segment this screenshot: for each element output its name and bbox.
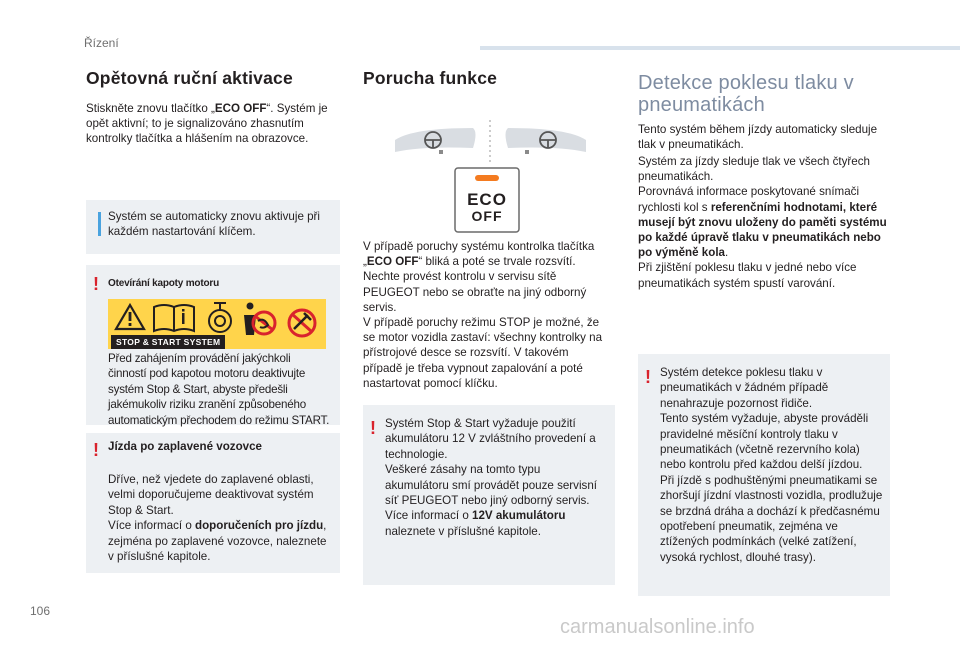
tyre-detection-intro: Tento systém během jízdy automaticky sleduje tlak v pneumatikách. [638, 123, 878, 152]
battery-warning-text: Systém Stop & Start vyžaduje použití akumulátoru 12 V zvláštního provedení a technologie. Veškeré zásahy na tomto typu akumulátoru smí provádět pouze servisní síť PEUGEOT nebo jiný odborný servis. Více informací o 12V akumulátoru naleznete v příslušné kapitole. [385, 417, 598, 538]
warning-exclamation-icon: ! [645, 367, 651, 387]
warning-box-battery [363, 405, 615, 585]
flooded-road-text: Dříve, než vjedete do zaplavené oblasti, velmi doporučujeme deaktivovat systém Stop & Start. Více informací o doporučeních pro jízdu, zejména po zaplavené vozovce, naleznete v příslušné kapitole. [108, 473, 327, 564]
watermark-text: carmanualsonline.info [560, 616, 755, 638]
manual-reactivation-text: Stiskněte znovu tlačítko „ECO OFF“. Systém je opět aktivní; to je signalizováno zhasnutím kontrolky tlačítka a hlášením na obrazovce. [86, 102, 328, 146]
title-line-2: pneumatikách [638, 94, 765, 116]
title-tyre-pressure-detection [638, 72, 918, 116]
info-box-text: Systém se automaticky znovu aktivuje při každém nastartování klíčem. [108, 210, 320, 239]
eco-off-button [455, 192, 519, 224]
page-number: 106 [30, 604, 51, 618]
warning-exclamation-icon: ! [93, 274, 99, 294]
header-rule [480, 46, 960, 50]
title-malfunction: Porucha funkce [363, 68, 498, 88]
warning-exclamation-icon: ! [93, 440, 99, 460]
warning-box-flooded-road [86, 433, 340, 573]
warning-box-bonnet [86, 265, 340, 425]
title-line-1: Detekce poklesu tlaku v [638, 72, 854, 94]
info-marker [98, 212, 101, 236]
warning-exclamation-icon: ! [370, 418, 376, 438]
section-header: Řízení [84, 36, 119, 50]
warning-bonnet-title: Otevírání kapoty motoru [108, 278, 219, 289]
warning-box-tyre-pressure [638, 354, 890, 596]
title-manual-reactivation: Opětovná ruční aktivace [86, 68, 293, 88]
flooded-road-title: Jízda po zaplavené vozovce [108, 440, 262, 453]
tyre-pressure-warning-text: Systém detekce poklesu tlaku v pneumatikách v žádném případě nenahrazuje pozornost řidiče. Tento systém vyžaduje, abyste prováděli pravidelné měsíční kontroly tlaku v pneumatikách (včetně rezervního kola) nebo kontrolu před každou delší jízdou. Při jízdě s podhuštěnými pneumatikami se zhoršují jízdní vlastnosti vozidla, prodlužuje se brzdná dráha a dochází k předčasnému opotřebení pneumatik, zejména ve ztížených podmínkách (velké zatížení, vysoká rychlost, dlouhé trasy). [660, 366, 883, 564]
eco-off-button-label-bottom: OFF [471, 208, 503, 224]
info-box-auto-reactivation [86, 200, 340, 254]
tyre-detection-text: Systém za jízdy sleduje tlak ve všech čtyřech pneumatikách. Porovnává informace poskytované snímači rychlosti kol s referenčními hodnotami, které musejí být znovu uloženy do paměti systému po každé úpravě tlaku v pneumatikách nebo po výměně kola. Při zjištění poklesu tlaku v jedné nebo více pneumatikách systém spustí varování. [638, 155, 887, 290]
stop-start-warning-pictograms [108, 299, 326, 349]
malfunction-text: V případě poruchy systému kontrolka tlačítka „ECO OFF“ bliká a poté se trvale rozsvítí. Nechte provést kontrolu v servisu sítě PEUGEOT nebo se obraťte na jiný odborný servis. V případě poruchy režimu STOP je možné, že se motor vozidla zastaví: všechny kontrolky na přístrojové desce se rozsvítí. V takovém případě je třeba vypnout zapalování a poté nastartovat pomocí klíčku. [363, 240, 603, 390]
stop-start-system-label: STOP & START SYSTEM [111, 335, 225, 349]
warning-bonnet-text: Před zahájením provádění jakýchkoli činností pod kapotou motoru deaktivujte systém Stop & Start, abyste předešli jakémukoliv riziku zranění způsobeného automatickým přechodem do režimu START. [108, 352, 330, 427]
eco-off-button-label-top: ECO [467, 190, 507, 209]
